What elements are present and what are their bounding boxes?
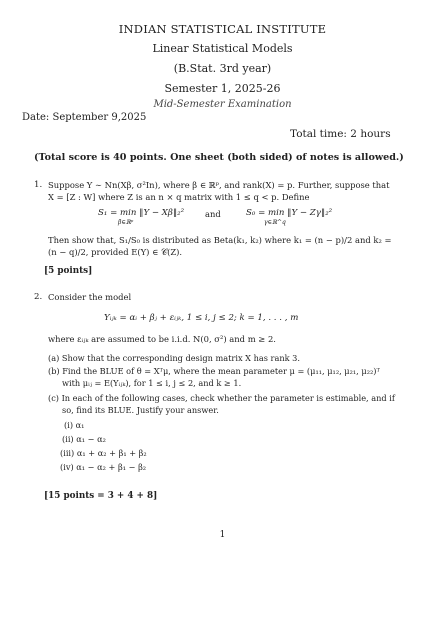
semester-label: Semester 1, 2025-26 <box>164 82 281 95</box>
q1-line4: (n − q)/2, provided E(Y) ∈ 𝒞(Z). <box>48 247 183 257</box>
q1-eq-and: and <box>205 209 221 219</box>
q2-assume: where εᵢⱼₖ are assumed to be i.i.d. N(0, σ²) and m ≥ 2. <box>48 334 276 344</box>
q1-line1: Suppose Y ∼ Nn(Xβ, σ²In), where β ∈ ℝᵖ, and rank(X) = p. Further, suppose that <box>48 180 390 190</box>
q2-model: Yᵢⱼₖ = αᵢ + βⱼ + εᵢⱼₖ, 1 ≤ i, j ≤ 2; k = 1, . . . , m <box>104 313 299 323</box>
q1-line3: Then show that, S₁/S₀ is distributed as Beta(k₁, k₂) where k₁ = (n − p)/2 and k₂ = <box>48 235 392 245</box>
q2-part-a: (a) Show that the corresponding design matrix X has rank 3. <box>48 353 300 363</box>
q1-eq-s1-sub: β∈ℝᵖ <box>118 219 134 226</box>
q2-case: (iii) α₁ + α₂ + β₁ + β₂ <box>60 448 147 458</box>
exam-date: Date: September 9,2025 <box>22 112 147 123</box>
q2-part-c-line2: so, find its BLUE. Justify your answer. <box>62 405 219 415</box>
q2-intro: Consider the model <box>48 292 132 302</box>
q1-line2: X = [Z : W] where Z is an n × q matrix with 1 ≤ q < p. Define <box>48 192 310 202</box>
q2-part-c-line1: (c) In each of the following cases, check whether the parameter is estimable, and if <box>48 393 395 403</box>
exam-label: Mid-Semester Examination <box>153 99 292 110</box>
q1-eq-s1: S₁ = min ‖Y − Xβ‖₂² <box>98 208 185 218</box>
page-number: 1 <box>219 530 226 540</box>
q1-number: 1. <box>34 180 43 190</box>
q2-case: (ii) α₁ − α₂ <box>62 434 106 444</box>
q2-number: 2. <box>34 292 43 302</box>
institute-title: INDIAN STATISTICAL INSTITUTE <box>118 22 327 36</box>
q2-part-b-line1: (b) Find the BLUE of θ = Xᵀμ, where the mean parameter μ = (μ₁₁, μ₁₂, μ₂₁, μ₂₂)ᵀ <box>48 366 380 376</box>
course-title: Linear Statistical Models <box>152 42 293 55</box>
q2-case: (i) α₁ <box>64 420 85 430</box>
program-label: (B.Stat. 3rd year) <box>173 62 272 75</box>
q2-part-b-line2: with μᵢⱼ = E(Yᵢⱼₖ), for 1 ≤ i, j ≤ 2, and k ≥ 1. <box>62 378 242 388</box>
total-time: Total time: 2 hours <box>290 128 391 140</box>
q1-eq-s0-sub: γ∈ℝ^q <box>264 219 286 226</box>
q2-case: (iv) α₁ − α₂ + β₁ − β₂ <box>60 462 147 472</box>
score-note: (Total score is 40 points. One sheet (both sided) of notes is allowed.) <box>34 152 404 163</box>
q2-points: [15 points = 3 + 4 + 8] <box>44 491 158 501</box>
q1-points: [5 points] <box>44 266 93 276</box>
q1-eq-s0: S₀ = min ‖Y − Zγ‖₂² <box>246 208 333 218</box>
